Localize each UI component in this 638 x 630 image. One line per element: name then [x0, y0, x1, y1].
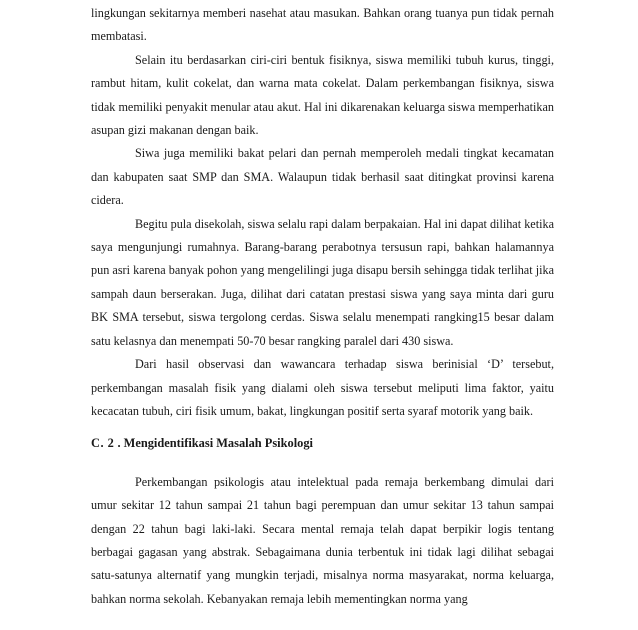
paragraph-talent: Siwa juga memiliki bakat pelari dan pernah memperoleh medali tingkat kecamatan dan kabupaten saat SMP dan SMA. Walaupun tidak berhasil saat ditingkat provinsi karena cidera.: [91, 146, 554, 208]
body-text: [91, 2, 554, 611]
section-number: C. 2: [91, 436, 115, 451]
paragraph-psychological-development: Perkembangan psikologis atau intelektual pada remaja berkembang dimulai dari umur sekitar 12 tahun sampai 21 tahun bagi perempuan dan umur sekitar 13 tahun sampai dengan 22 tahun bagi laki-laki. Secara mental remaja telah dapat berpikir logis tentang berbagai gagasan yang abstrak. Sebagaimana dunia terbentuk ini tidak lagi dilihat sebagai satu-satunya alternatif yang mungkin terjadi, misalnya norma masyarakat, norma keluarga, bahkan norma sekolah. Kebanyakan remaja lebih mementingkan norma yang: [91, 474, 554, 606]
paragraph-physical-traits: Selain itu berdasarkan ciri-ciri bentuk fisiknya, siswa memiliki tubuh kurus, tinggi, rambut hitam, kulit cokelat, dan warna mata cokelat. Dalam perkembangan fisiknya, siswa tidak memiliki penyakit menular atau akut. Hal ini dikarenakan keluarga siswa memperhatikan asupan gizi makanan dengan baik.: [91, 52, 554, 138]
section-heading: [91, 432, 554, 455]
paragraph-school-neatness: Begitu pula disekolah, siswa selalu rapi dalam berpakaian. Hal ini dapat dilihat ketika saya mengunjungi rumahnya. Barang-barang perabotnya tersusun rapi, bahkan halamannya pun asri karena banyak pohon yang mengelilingi juga disapu bersih sehingga tidak terlihat jika sampah daun berserakan. Juga, dilihat dari catatan prestasi siswa yang saya minta dari guru BK SMA tersebut, siswa tergolong cerdas. Siswa selalu menempati rangking15 besar dalam satu kelasnya dan menempati 50-70 besar rangking paralel dari 430 siswa.: [91, 216, 554, 348]
paragraph-observation-summary: Dari hasil observasi dan wawancara terhadap siswa berinisial ‘D’ tersebut, perkembangan masalah fisik yang dialami oleh siswa tersebut meliputi lima faktor, yaitu kecacatan tubuh, ciri fisik umum, bakat, lingkungan positif serta syaraf motorik yang baik.: [91, 357, 554, 418]
section-title: . Mengidentifikasi Masalah Psikologi: [117, 436, 313, 451]
paragraph-continuation: lingkungan sekitarnya memberi nasehat atau masukan. Bahkan orang tuanya pun tidak pernah membatasi.: [91, 6, 554, 44]
